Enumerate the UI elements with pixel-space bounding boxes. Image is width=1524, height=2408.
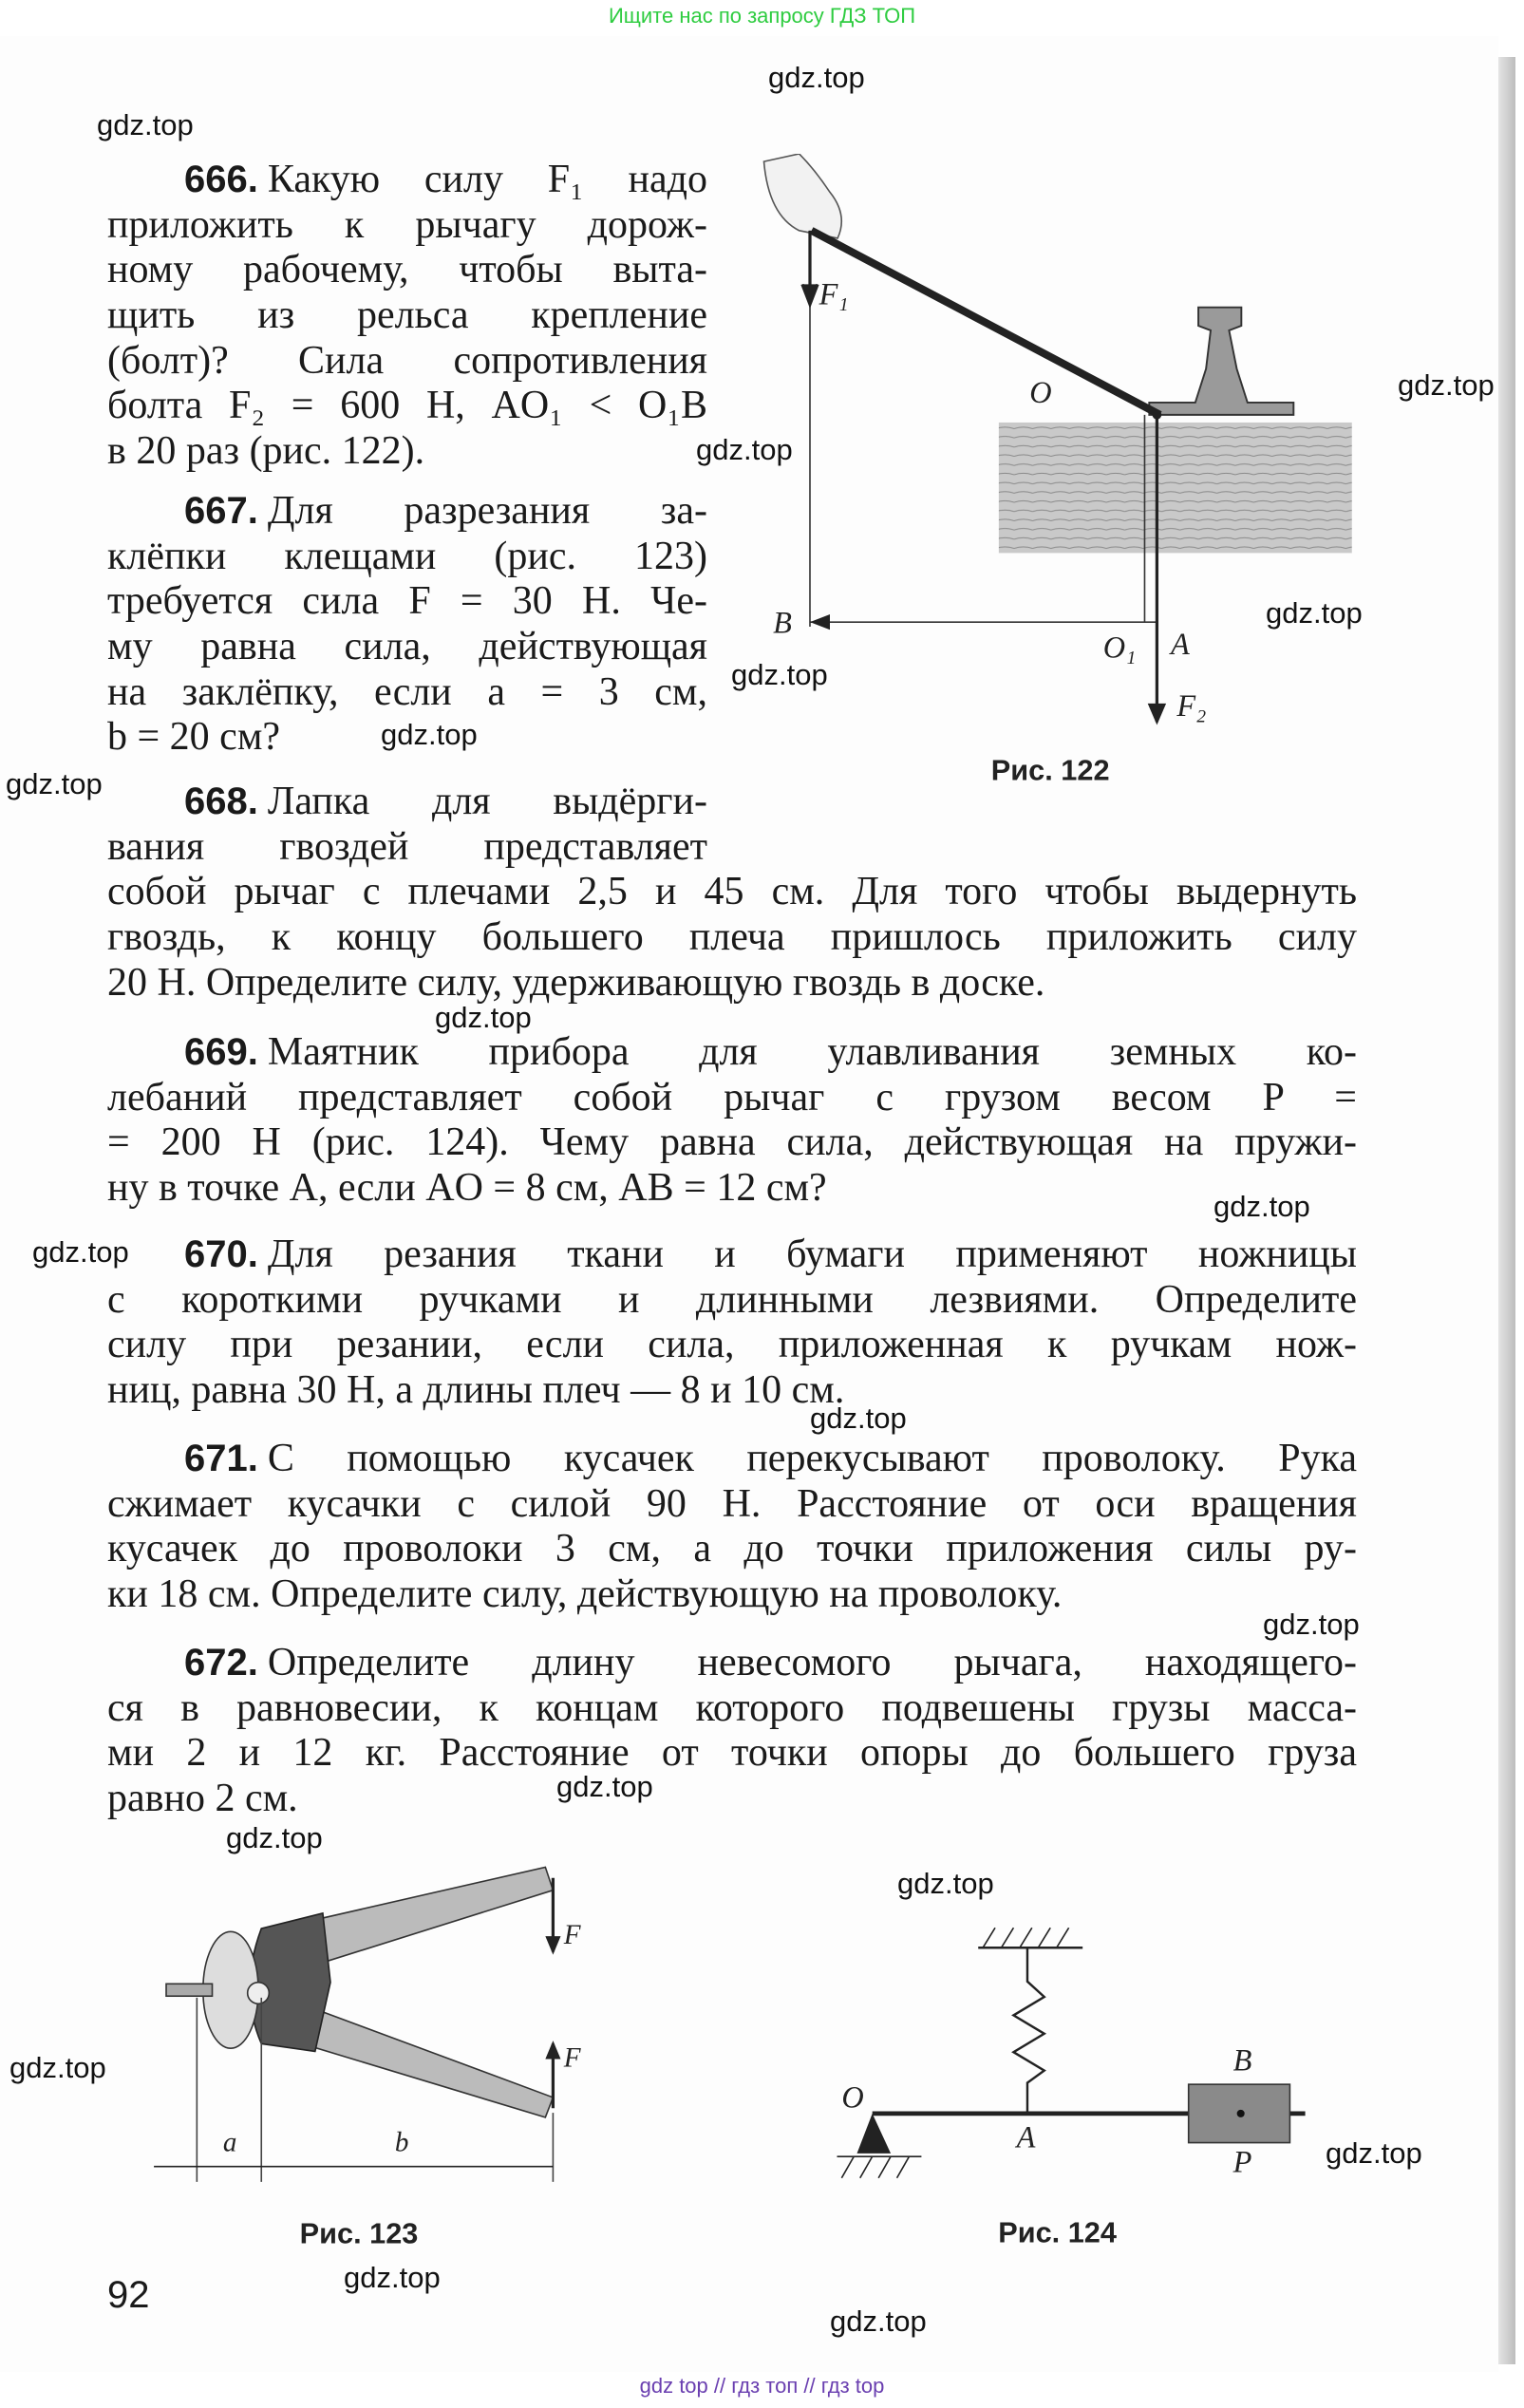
hand-illustration	[763, 154, 841, 238]
problem-number: 670.	[184, 1233, 258, 1275]
top-banner-link[interactable]: Ищите нас по запросу ГДЗ ТОП	[608, 4, 916, 28]
problem-668	[107, 780, 1357, 1006]
problem-line: силу при резании, если сила, приложенная к ручкам нож-	[107, 1323, 1357, 1367]
problem-line: ному рабочему, чтобы выта-	[107, 248, 707, 292]
point-b	[1237, 2110, 1245, 2117]
problem-line: лебаний представляет собой рычаг с грузом весом P =	[107, 1075, 1357, 1119]
problem-line: требуется сила F = 30 Н. Че-	[107, 579, 707, 624]
problem-line: на заклёпку, если a = 3 см,	[107, 669, 707, 714]
problem-line: приложить к рычагу дорож-	[107, 202, 707, 247]
spring	[1013, 1947, 1044, 2114]
arrow-head	[545, 2041, 560, 2059]
rail	[1149, 308, 1293, 415]
problem-line	[107, 780, 707, 825]
watermark: gdz.top	[1263, 1608, 1360, 1641]
problem-line: ниц, равна 30 Н, а длины плеч — 8 и 10 см.	[107, 1368, 845, 1413]
fulcrum	[857, 2114, 892, 2154]
problem-line: щить из рельса крепление	[107, 293, 707, 338]
problem-line	[107, 1232, 1357, 1278]
figure-caption: Рис. 123	[299, 2216, 419, 2250]
figure-caption: Рис. 124	[998, 2215, 1117, 2249]
problem-text: Какую силу F₁ надо	[267, 158, 707, 201]
rivet	[166, 1984, 213, 1996]
arrow-head	[545, 1936, 560, 1954]
label-p: P	[1232, 2144, 1252, 2179]
watermark: gdz.top	[1214, 1190, 1310, 1223]
watermark: gdz.top	[1326, 2136, 1422, 2170]
label-b: b	[394, 2127, 409, 2158]
figure-124-pendulum	[799, 1905, 1336, 2273]
lever	[812, 231, 1160, 415]
pivot-point	[1153, 410, 1162, 420]
label-f-top: F	[563, 1920, 581, 1951]
watermark: gdz.top	[344, 2261, 441, 2294]
watermark: gdz.top	[768, 61, 865, 94]
problem-text: Лапка для выдёрги-	[267, 780, 707, 823]
arrow-b	[810, 614, 830, 630]
problem-670	[107, 1232, 1357, 1414]
problem-text: С помощью кусачек перекусывают проволоку. Рука	[267, 1437, 1357, 1480]
problem-line: гвоздь, к концу большего плеча пришлось приложить силу	[107, 915, 1357, 960]
problem-line	[107, 1641, 1357, 1686]
page-number: 92	[107, 2274, 150, 2316]
label-b: B	[1232, 2042, 1252, 2078]
problem-text: Маятник прибора для улавливания земных ко-	[267, 1030, 1357, 1074]
problem-line	[107, 489, 707, 535]
label-f1: F₁	[818, 276, 849, 311]
problem-number: 671.	[184, 1438, 258, 1479]
problem-number: 666.	[184, 159, 258, 200]
ground-hatch	[841, 2156, 909, 2178]
label-a: A	[1016, 2119, 1036, 2154]
problem-line	[107, 158, 707, 203]
problem-line: болта F₂ = 600 Н, AO₁ < O₁B	[107, 384, 707, 428]
wooden-sleeper	[999, 423, 1352, 553]
label-a: a	[222, 2127, 237, 2158]
problem-line: b = 20 см?	[107, 715, 281, 760]
problem-line: сжимает кусачки с силой 90 Н. Расстояние от оси вращения	[107, 1481, 1357, 1526]
watermark: gdz.top	[435, 1001, 532, 1034]
watermark: gdz.top	[731, 658, 828, 691]
problem-line: ми 2 и 12 кг. Расстояние от точки опоры до большего груза	[107, 1731, 1357, 1776]
watermark: gdz.top	[696, 433, 793, 466]
label-o1: O₁	[1102, 630, 1137, 665]
watermark: gdz.top	[32, 1235, 129, 1269]
bottom-banner-link[interactable]: gdz top // гдз топ // гдз top	[639, 2374, 885, 2398]
watermark: gdz.top	[6, 767, 103, 800]
problem-text: Для резания ткани и бумаги применяют ножницы	[267, 1232, 1357, 1276]
ceiling-hatch	[983, 1928, 1069, 1947]
problem-671	[107, 1437, 1357, 1618]
problem-line: (болт)? Сила сопротивления	[107, 338, 707, 383]
watermark: gdz.top	[1398, 368, 1495, 402]
label-f2: F₂	[1176, 687, 1207, 723]
problem-number: 672.	[184, 1642, 258, 1684]
label-a: A	[1170, 627, 1190, 662]
problem-text: Для разрезания за-	[267, 489, 707, 533]
problem-line: вания гвоздей представляет	[107, 824, 707, 869]
problem-line	[107, 1030, 1357, 1076]
problem-line: ки 18 см. Определите силу, действующую на проволоку.	[107, 1572, 1063, 1617]
pivot-icon	[248, 1983, 270, 2004]
problem-line: с короткими ручками и длинными лезвиями. Определите	[107, 1277, 1357, 1322]
watermark: gdz.top	[810, 1402, 907, 1435]
watermark: gdz.top	[381, 718, 478, 751]
problem-line	[107, 1437, 1357, 1482]
problem-text: Определите длину невесомого рычага, находящего-	[267, 1641, 1357, 1684]
problem-line: ся в равновесии, к концам которого подвешены грузы масса-	[107, 1685, 1357, 1730]
watermark: gdz.top	[830, 2305, 927, 2338]
problem-line: му равна сила, действующая	[107, 625, 707, 669]
label-b: B	[773, 605, 792, 640]
label-f-bottom: F	[563, 2042, 581, 2074]
problem-number: 668.	[184, 781, 258, 822]
problem-666	[107, 158, 707, 475]
arrow-f1	[802, 231, 818, 305]
problem-line: клёпки клещами (рис. 123)	[107, 534, 707, 578]
watermark: gdz.top	[97, 108, 194, 141]
figure-caption: Рис. 122	[990, 753, 1110, 787]
problem-line: собой рычаг с плечами 2,5 и 45 см. Для того чтобы выдернуть	[107, 870, 1357, 914]
problem-number: 667.	[184, 490, 258, 532]
problem-line: = 200 Н (рис. 124). Чему равна сила, действующая на пружи-	[107, 1120, 1357, 1165]
watermark: gdz.top	[9, 2051, 106, 2084]
problem-line: равно 2 см.	[107, 1777, 298, 1821]
problem-669	[107, 1030, 1357, 1212]
watermark: gdz.top	[226, 1821, 323, 1854]
arrow-f2-head	[1148, 704, 1166, 725]
page-edge-shadow	[1498, 57, 1515, 2364]
problem-672	[107, 1641, 1357, 1822]
watermark: gdz.top	[556, 1770, 653, 1803]
problem-line: 20 Н. Определите силу, удерживающую гвоздь в доске.	[107, 960, 1045, 1005]
problem-line: в 20 раз (рис. 122).	[107, 429, 425, 474]
problem-line: ну в точке A, если AO = 8 см, AB = 12 см?	[107, 1166, 827, 1211]
label-o: O	[1029, 374, 1052, 409]
problem-line: кусачек до проволоки 3 см, а до точки приложения силы ру-	[107, 1527, 1357, 1571]
watermark: gdz.top	[1266, 596, 1363, 630]
label-o: O	[841, 2079, 864, 2115]
figure-123-pliers	[146, 1844, 607, 2274]
problem-number: 669.	[184, 1031, 258, 1073]
figure-122-rail-lever	[753, 154, 1360, 791]
watermark: gdz.top	[897, 1867, 994, 1900]
